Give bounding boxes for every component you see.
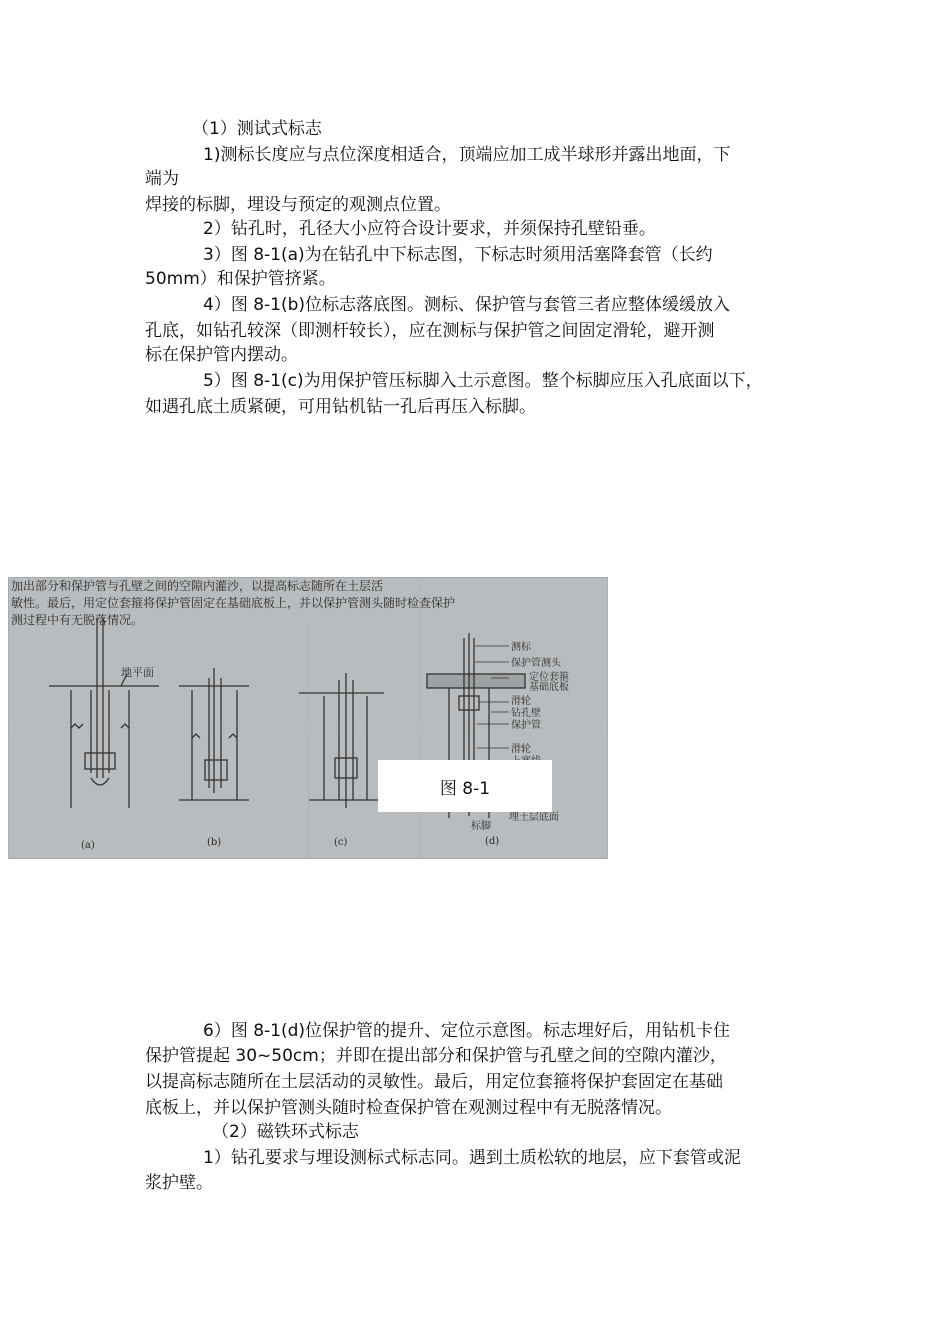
paragraph-line: 5）图 8-1(c)为用保护管压标脚入土示意图。整个标脚应压入孔底面以下， <box>203 371 763 391</box>
label-pulley-lower: 滑轮 <box>511 744 531 755</box>
paragraph-line: 以提高标志随所在土层活动的灵敏性。最后，用定位套箍将保护套固定在基础 <box>145 1072 723 1092</box>
paragraph-line: 焊接的标脚，埋设与预定的观测点位置。 <box>145 195 451 215</box>
paragraph-line: 底板上，并以保护管测头随时检查保护管在观测过程中有无脱落情况。 <box>145 1098 672 1118</box>
paragraph-line: 6）图 8-1(d)位保护管的提升、定位示意图。标志埋好后，用钻机卡住 <box>203 1021 731 1041</box>
sub-label-d: (d) <box>485 836 500 847</box>
paragraph-line: 1)测标长度应与点位深度相适合，顶端应加工成半球形并露出地面，下 <box>203 145 731 165</box>
paragraph-line: 如遇孔底土质紧硬，可用钻机钻一孔后再压入标脚。 <box>145 397 536 417</box>
label-borehole-wall: 钻孔壁 <box>511 708 541 719</box>
figure-header-line: 加出部分和保护管与孔壁之间的空隙内灌沙，以提高标志随所在土层活 <box>11 579 384 593</box>
heading-test-type-marker: （1）测试式标志 <box>192 119 322 139</box>
diagram-c <box>299 673 384 808</box>
paragraph-line: 端为 <box>145 169 179 189</box>
figure-diagram <box>9 578 607 858</box>
figure-8-1-scan <box>8 577 608 859</box>
label-positioning-hoop: 定位套箍 <box>529 672 569 683</box>
label-soil-bottom: 埋土层底面 <box>509 812 559 823</box>
paragraph-line: 保护管提起 30~50cm；并即在提出部分和保护管与孔壁之间的空隙内灌沙， <box>145 1046 727 1066</box>
label-measuring-mark: 测标 <box>511 642 531 653</box>
paragraph-line: 50mm）和保护管挤紧。 <box>145 269 336 289</box>
heading-magnetic-ring-marker: （2）磁铁环式标志 <box>212 1122 359 1142</box>
figure-caption: 图 8-1 <box>378 760 552 812</box>
diagram-b <box>179 668 249 800</box>
label-foundation-plate: 基础底板 <box>529 682 569 693</box>
sub-label-a: (a) <box>81 840 95 851</box>
sub-label-b: (b) <box>207 837 222 848</box>
paragraph-line: 孔底，如钻孔较深（即测杆较长），应在测标与保护管之间固定滑轮，避开测 <box>145 321 715 341</box>
ground-surface-label: 地平面 <box>121 666 154 679</box>
label-foot: 标脚 <box>471 821 491 832</box>
paragraph-line: 1）钻孔要求与埋设测标式标志同。遇到土质松软的地层，应下套管或泥 <box>203 1148 741 1168</box>
paragraph-line: 4）图 8-1(b)位标志落底图。测标、保护管与套管三者应整体缓缓放入 <box>203 295 731 315</box>
figure-header-line: 测过程中有无脱落情况。 <box>11 613 144 627</box>
figure-header-line: 敏性。最后，用定位套箍将保护管固定在基础底板上，并以保护管测头随时检查保护 <box>11 596 456 610</box>
paragraph-line: 3）图 8-1(a)为在钻孔中下标志图，下标志时须用活塞降套管（长约 <box>203 245 713 265</box>
label-protection-pipe: 保护管 <box>511 720 541 731</box>
label-pulley: 滑轮 <box>511 696 531 707</box>
diagram-a <box>49 618 159 808</box>
paragraph-line: 浆护壁。 <box>145 1173 213 1193</box>
label-pipe-head: 保护管测头 <box>511 658 561 669</box>
paragraph-line: 标在保护管内摆动。 <box>145 345 298 365</box>
paragraph-line: 2）钻孔时，孔径大小应符合设计要求，并须保持孔壁铅垂。 <box>203 219 656 239</box>
sub-label-c: (c) <box>334 837 348 848</box>
